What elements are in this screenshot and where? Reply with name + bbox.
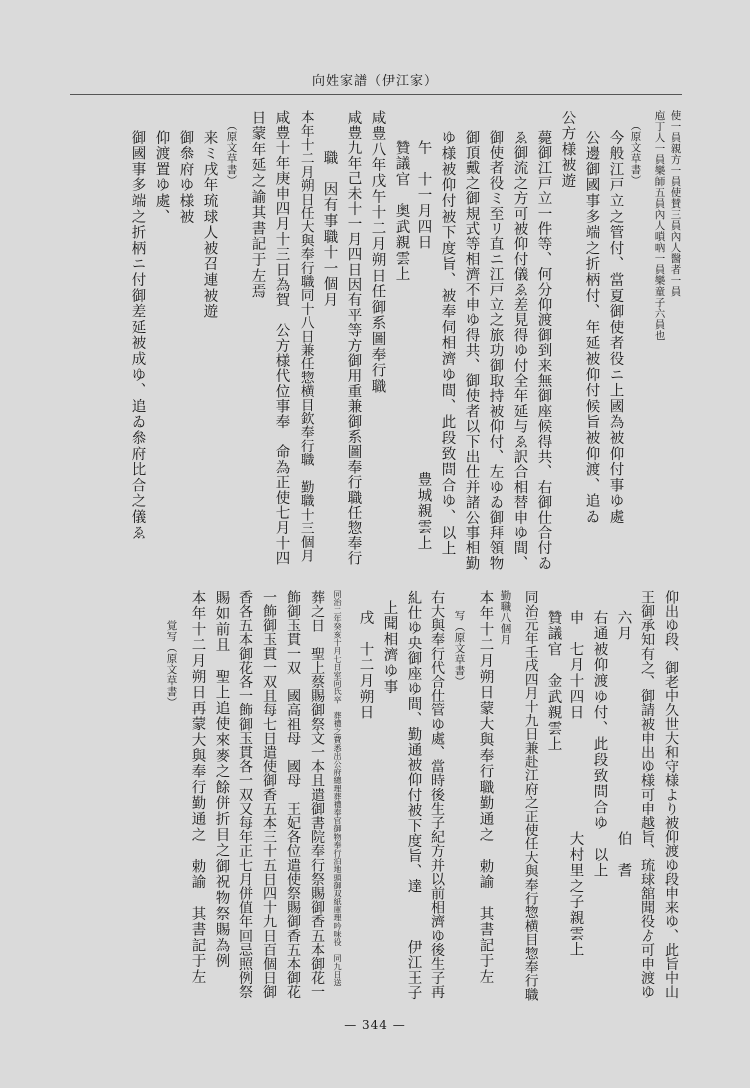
text-column: 六月 伯 耆 xyxy=(615,610,632,879)
text-column: 仰出ゆ段、御老中久世大和守様より被仰渡ゆ段申来ゆ、此旨中山 xyxy=(663,590,680,999)
text-column: 勤職八個月 xyxy=(499,590,512,645)
text-column: 御叅府ゆ様被 xyxy=(177,130,194,225)
text-column: 御國事多端之折柄ニ付御差延被成ゆ、追ゐ叅府比合之儀ゑ xyxy=(129,130,146,541)
text-column: 御使者役ミ至リ直ニ江戸立之旅功御取持被仰付、左ゆゐ御拜領物 xyxy=(487,130,504,571)
text-column: 右大與奉行代合仕管ゆ處、當時後生子紀方并以前相濟ゆ後生子再 xyxy=(429,590,446,999)
text-column: 御頂戴之御規式等相濟不申ゆ得共、御使者以下出仕并諸公事相勤 xyxy=(463,130,480,571)
text-column: 咸豊八年戊午十二月朔日任御系圖奉行職 xyxy=(369,110,386,395)
text-column: 同治二年癸亥十月七日室向氏卒 葬禮之費悉出公府總理葬禮奉官御物奉行泊地頭御双紙庫理吟味役 同九日送 xyxy=(333,590,344,987)
text-column: 来ミ戌年琉球人被召連被遊 xyxy=(201,130,218,320)
running-header: 向姓家譜（伊江家） xyxy=(311,74,438,89)
text-column: 贊議官 金武親雲上 xyxy=(545,610,562,753)
text-column: 職 因有事職十一個月 xyxy=(321,150,338,308)
text-column: （原文草書） xyxy=(629,120,642,186)
text-column: 賜如前且 聖上追使來麥之餘併折目之御祝物祭賜為例 xyxy=(213,590,230,970)
text-column: 本年十二月朔日任大與奉行職同十八日兼任惣横目欽奉行職 勤職十三個月 xyxy=(297,110,314,563)
text-column: 一飾御玉貫一双且每七日遣使御香五本三十五日四十九日百個日御 xyxy=(261,590,278,999)
text-column: 上聞相濟ゆ事 xyxy=(381,600,398,695)
text-column: 午 十一月四日 豊城親雲上 xyxy=(415,140,432,551)
text-column: 今般江戸立之管付、當夏御使者役ニ上國為被仰付事ゆ處 xyxy=(607,130,624,525)
text-column: 庖丁人一員樂師五員內人嗩吶一員樂童子六員也 xyxy=(653,110,666,341)
text-column: 咸豊九年己未十一月四日因有平等方御用重兼御系圖奉行職任惣奉行 xyxy=(345,110,362,566)
text-column: 公邊御國事多端之折柄付、年延被仰付候旨被仰渡、追ゐ xyxy=(583,130,600,525)
text-column: 糺仕ゆ央御座ゆ間、勤通被仰付被下度旨、達 伊江王子 xyxy=(405,590,422,1001)
text-column: 葬之日 聖上蔡賜御祭文一本且遣御書院奉行祭賜御香五本御花一 xyxy=(309,590,326,999)
text-column: 同治元年壬戌四月十九日兼赴江府之正使任大與奉行惣横目惣奉行職 xyxy=(521,590,538,1001)
text-column: 香各五本御花各一飾御玉貫各一双又每年正七月併值年回忌照例祭 xyxy=(237,590,254,999)
text-column: 飾御玉貫一双 國高祖母 國母 王妃各位遣使祭賜御香五本御花 xyxy=(285,590,302,999)
text-column: 写（原文草書） xyxy=(453,610,466,687)
text-column: 仰渡置ゆ處、 xyxy=(153,130,170,225)
header-rule xyxy=(70,94,682,95)
text-column: 薨御江戸立一件等、何分仰渡御到来無御座候得共、右御仕合付ゐ xyxy=(535,130,552,571)
text-column: 申 七月十四日 大村里之子親雲上 xyxy=(567,610,584,958)
page-number: — 344 — xyxy=(344,1018,406,1032)
text-column: 右通被仰渡ゆ付、此段致問合ゆ 以上 xyxy=(591,610,608,879)
text-column: ゆ様被仰付被下度旨、被奉伺相濟ゆ間、此段致問合ゆ、以上 xyxy=(439,130,456,557)
text-column: 使一員親方一員使賛三員內人醫者一員 xyxy=(669,110,682,297)
text-column: 覚写（原文草書） xyxy=(165,620,178,708)
text-column: 贊議官 奥武親雲上 xyxy=(393,140,410,283)
text-column: 咸豊十年庚申四月十三日為賀 公方様代位事奉 命為正使七月十四 xyxy=(273,110,290,566)
text-column: 王御承知有之、御請被申出ゆ様可申越旨、琉球舘聞役ゟ可申渡ゆ xyxy=(639,590,656,999)
text-column: 本年十二月朔日蒙大與奉行職勤通之 勅諭 其書記于左 xyxy=(477,590,494,985)
text-column: 本年十二月朔日再蒙大與奉行勤通之 勅諭 其書記于左 xyxy=(189,590,206,985)
text-column: ゑ御流之方可被仰付儀ゑ差見得ゆ付全年延与ゑ訳合相替申ゆ間、 xyxy=(511,130,528,571)
text-column: 日蒙年延之諭其書記于左焉 xyxy=(249,110,266,300)
text-column: （原文草書） xyxy=(225,120,238,186)
text-column: 戌 十二月朔日 xyxy=(357,610,374,721)
text-column: 公方様被遊 xyxy=(559,110,576,189)
